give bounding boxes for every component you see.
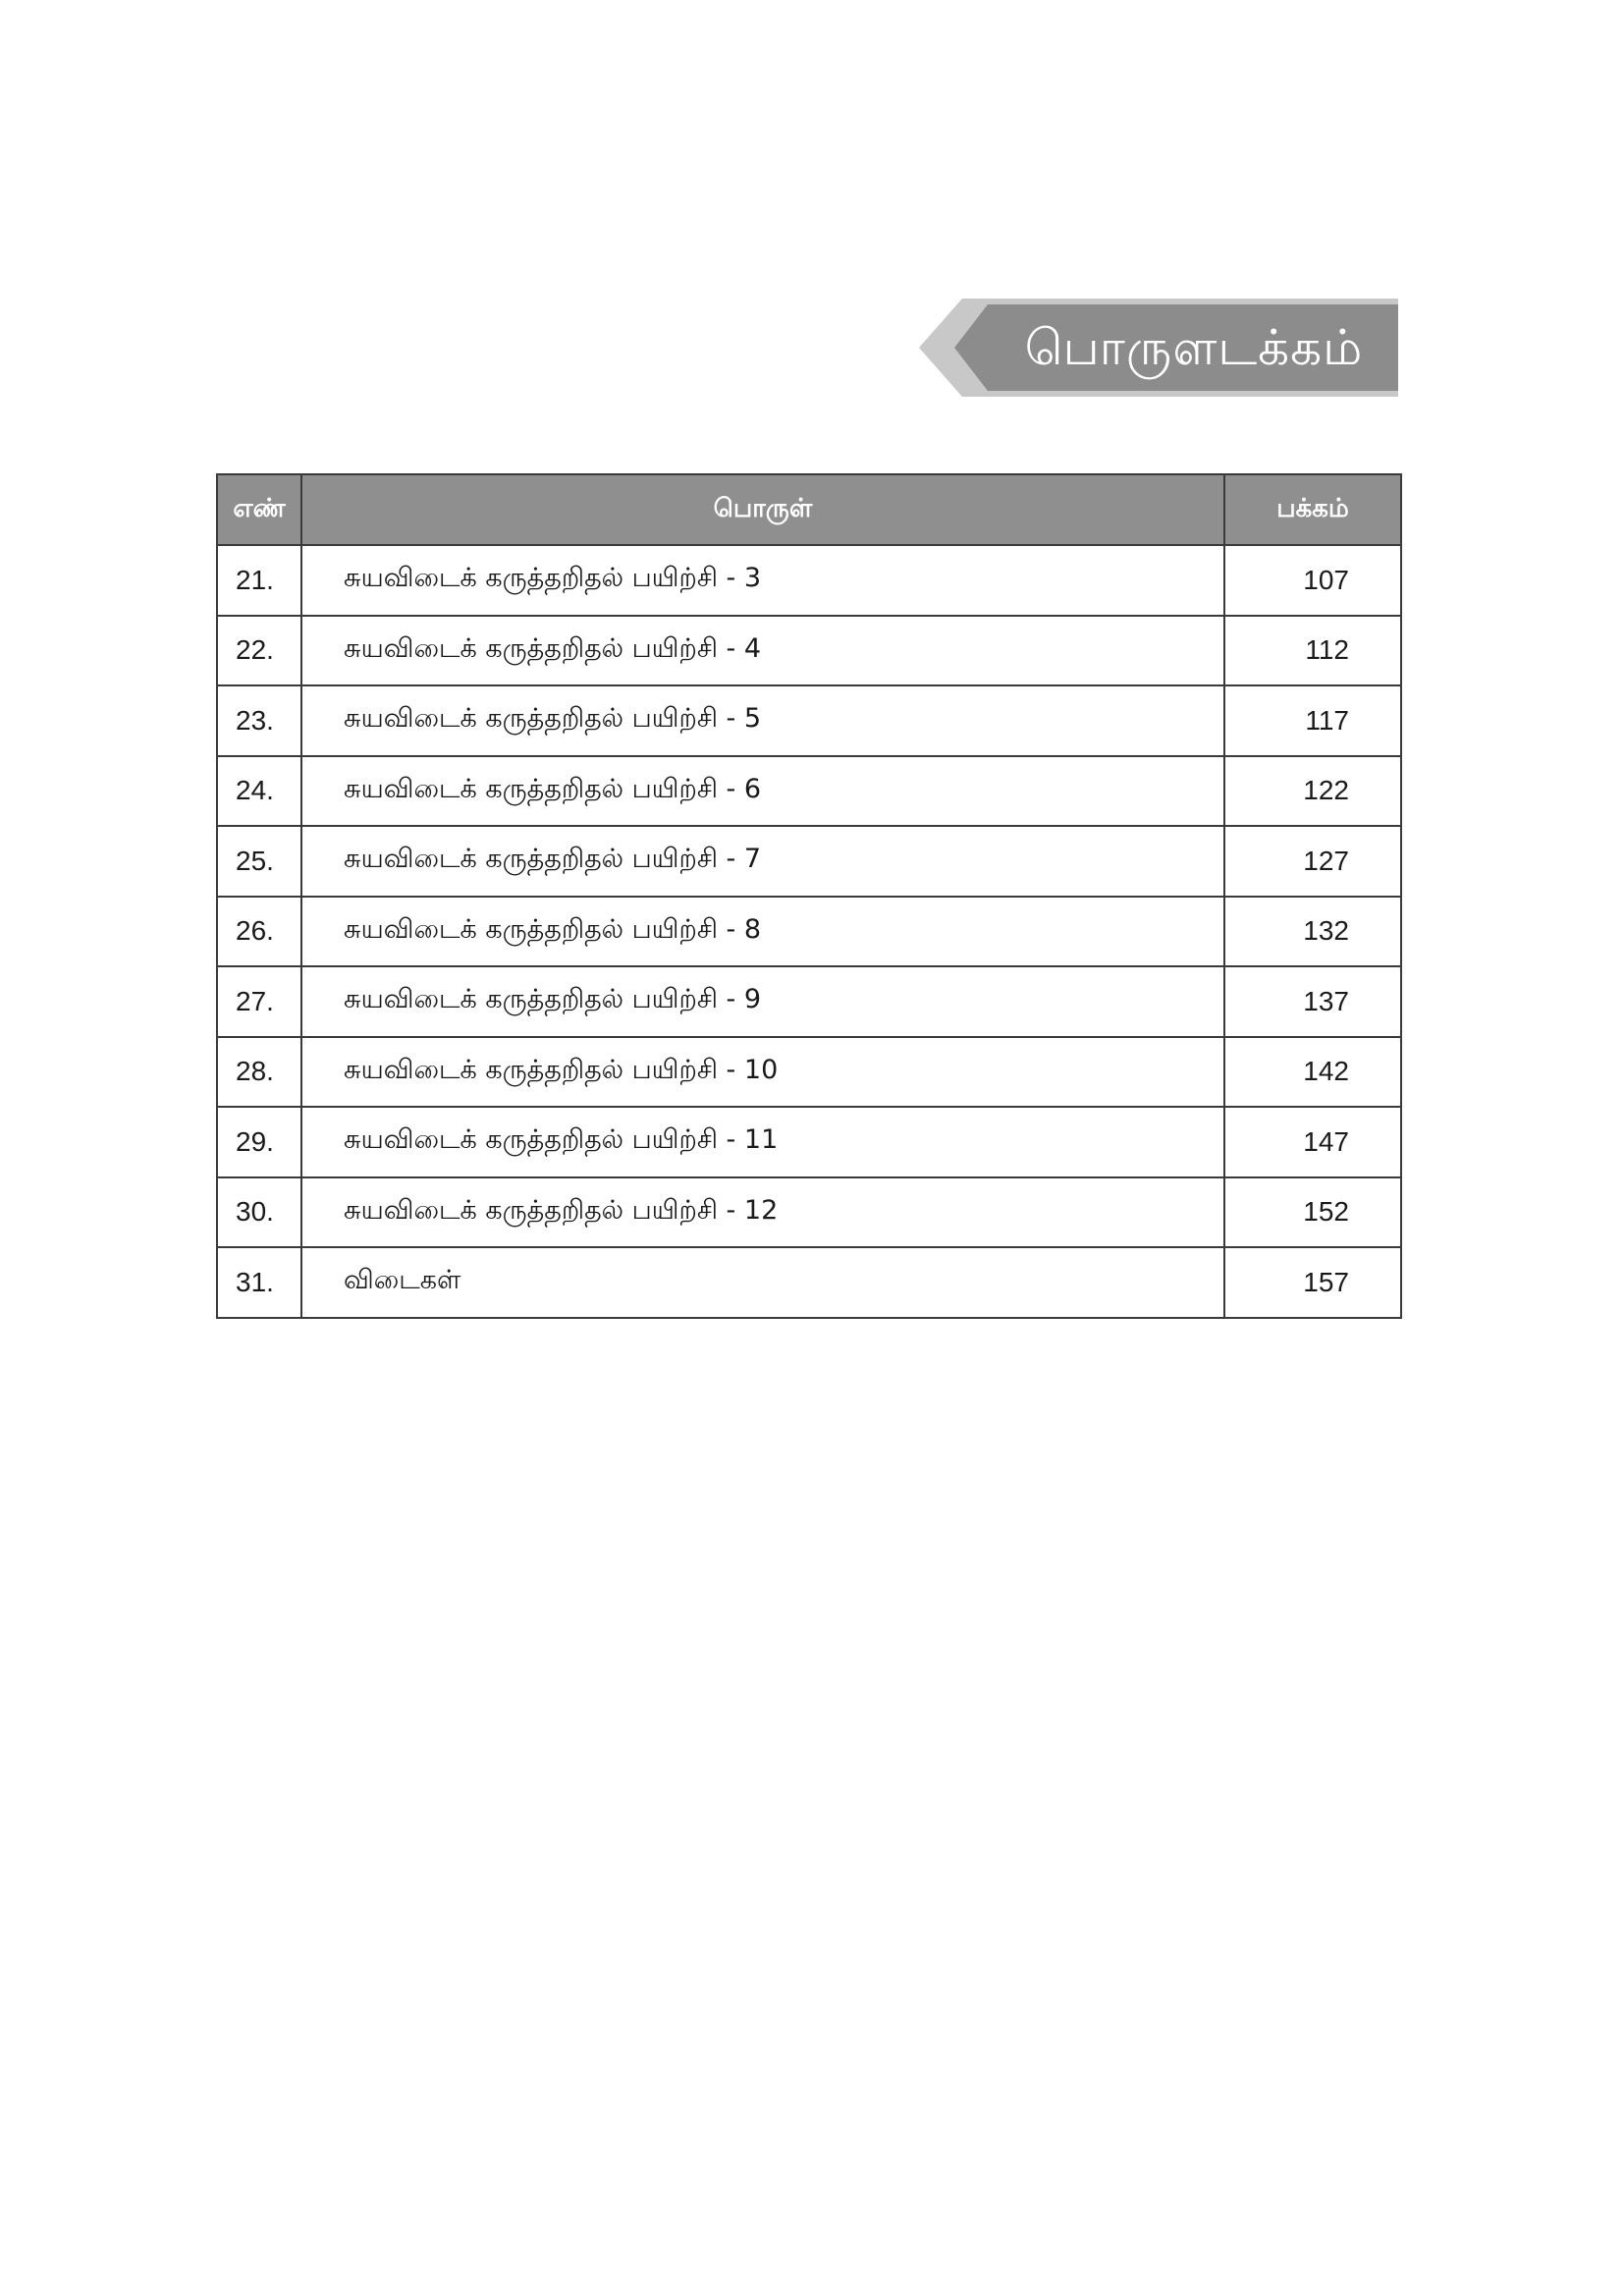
table-row [217,545,1401,616]
row-number: 25. [217,826,301,897]
contents-table [216,473,1402,1319]
row-number: 28. [217,1037,301,1108]
table-row [217,966,1401,1037]
row-page-number: 157 [1224,1247,1401,1318]
header-page: பக்கம் [1224,474,1401,545]
row-topic: சுயவிடைக் கருத்தறிதல் பயிற்சி - 11 [301,1107,1224,1177]
table-row [217,1247,1401,1318]
row-topic: சுயவிடைக் கருத்தறிதல் பயிற்சி - 9 [301,966,1224,1037]
page-title: பொருளடக்கம் [1024,319,1364,376]
header-topic: பொருள் [301,474,1224,545]
row-topic: சுயவிடைக் கருத்தறிதல் பயிற்சி - 3 [301,545,1224,616]
table-row [217,826,1401,897]
row-number: 23. [217,685,301,756]
row-number: 27. [217,966,301,1037]
row-number: 31. [217,1247,301,1318]
table-row [217,1177,1401,1248]
table-header-row [217,474,1401,545]
row-number: 22. [217,616,301,686]
row-number: 26. [217,897,301,967]
row-page-number: 137 [1224,966,1401,1037]
row-number: 30. [217,1177,301,1248]
row-page-number: 152 [1224,1177,1401,1248]
row-page-number: 107 [1224,545,1401,616]
row-page-number: 112 [1224,616,1401,686]
row-page-number: 132 [1224,897,1401,967]
row-page-number: 117 [1224,685,1401,756]
row-topic: சுயவிடைக் கருத்தறிதல் பயிற்சி - 10 [301,1037,1224,1108]
row-topic: சுயவிடைக் கருத்தறிதல் பயிற்சி - 6 [301,756,1224,827]
table-row [217,756,1401,827]
row-page-number: 147 [1224,1107,1401,1177]
row-page-number: 142 [1224,1037,1401,1108]
row-topic: சுயவிடைக் கருத்தறிதல் பயிற்சி - 5 [301,685,1224,756]
table-row [217,1037,1401,1108]
row-number: 29. [217,1107,301,1177]
row-topic: விடைகள் [301,1247,1224,1318]
title-banner [919,299,1398,397]
row-topic: சுயவிடைக் கருத்தறிதல் பயிற்சி - 7 [301,826,1224,897]
row-topic: சுயவிடைக் கருத்தறிதல் பயிற்சி - 8 [301,897,1224,967]
table-body [217,545,1401,1318]
table-row [217,897,1401,967]
table-row [217,685,1401,756]
row-topic: சுயவிடைக் கருத்தறிதல் பயிற்சி - 4 [301,616,1224,686]
row-page-number: 122 [1224,756,1401,827]
row-number: 21. [217,545,301,616]
table-row [217,616,1401,686]
table-row [217,1107,1401,1177]
row-number: 24. [217,756,301,827]
row-topic: சுயவிடைக் கருத்தறிதல் பயிற்சி - 12 [301,1177,1224,1248]
header-number: எண் [217,474,301,545]
row-page-number: 127 [1224,826,1401,897]
